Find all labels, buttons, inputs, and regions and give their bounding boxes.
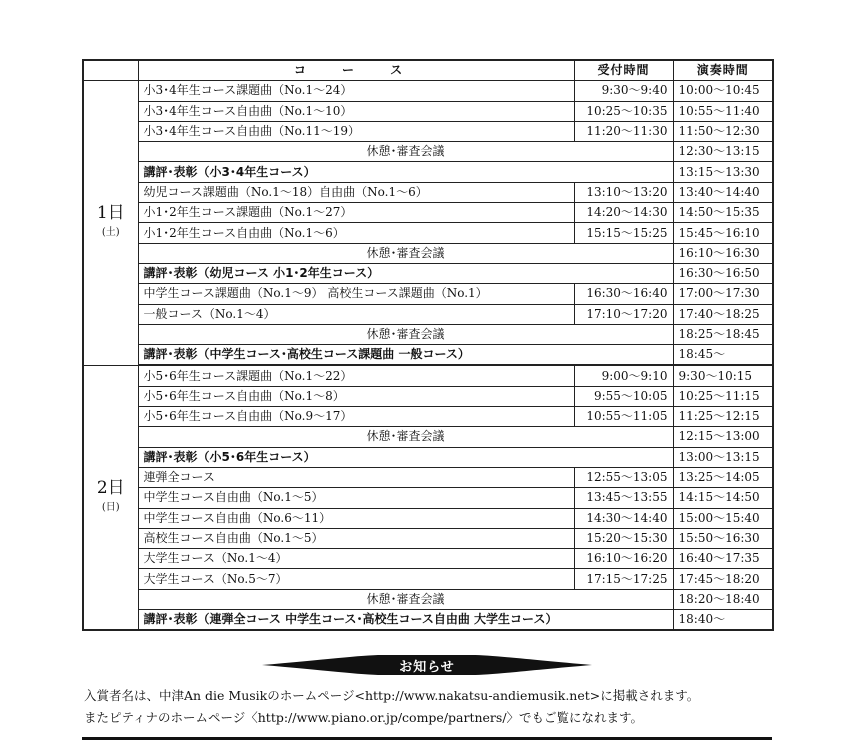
performance-cell: 10:25〜11:15 bbox=[673, 386, 773, 406]
performance-cell: 18:20〜18:40 bbox=[673, 589, 773, 609]
performance-cell: 17:00〜17:30 bbox=[673, 284, 773, 304]
reception-cell: 17:10〜17:20 bbox=[574, 304, 673, 324]
day2-cell bbox=[83, 365, 138, 630]
break-cell: 休憩･審査会議 bbox=[138, 324, 673, 344]
performance-cell: 16:10〜16:30 bbox=[673, 243, 773, 263]
notice-title: お知らせ bbox=[399, 660, 455, 675]
course-cell: 小1･2年生コース課題曲（No.1〜27） bbox=[138, 203, 574, 223]
performance-cell: 13:00〜13:15 bbox=[673, 447, 773, 467]
performance-cell: 13:40〜14:40 bbox=[673, 182, 773, 202]
break-row bbox=[83, 589, 773, 609]
bottom-rule bbox=[82, 737, 772, 740]
course-cell: 小5･6年生コース課題曲（No.1〜22） bbox=[138, 365, 574, 386]
notice-banner bbox=[262, 654, 592, 676]
day1-weekday: (土) bbox=[101, 227, 120, 239]
performance-cell: 18:45〜 bbox=[673, 345, 773, 366]
table-row bbox=[83, 304, 773, 324]
notice-line-1: 入賞者名は、中津An die Musikのホームページ<http://www.nakatsu-andiemusik.net>に掲載されます。 bbox=[84, 688, 700, 703]
day-header bbox=[83, 60, 138, 81]
performance-cell: 15:00〜15:40 bbox=[673, 508, 773, 528]
course-header: コ ー ス bbox=[138, 60, 574, 81]
reception-cell: 14:30〜14:40 bbox=[574, 508, 673, 528]
table-row bbox=[83, 182, 773, 202]
break-cell: 休憩･審査会議 bbox=[138, 427, 673, 447]
award-row bbox=[83, 263, 773, 283]
reception-cell: 13:10〜13:20 bbox=[574, 182, 673, 202]
performance-header: 演奏時間 bbox=[673, 60, 773, 81]
performance-cell: 10:55〜11:40 bbox=[673, 101, 773, 121]
performance-cell: 10:00〜10:45 bbox=[673, 81, 773, 101]
course-cell: 幼児コース課題曲（No.1〜18）自由曲（No.1〜6） bbox=[138, 182, 574, 202]
performance-cell: 18:40〜 bbox=[673, 610, 773, 631]
reception-cell: 16:30〜16:40 bbox=[574, 284, 673, 304]
reception-cell: 15:15〜15:25 bbox=[574, 223, 673, 243]
course-cell: 中学生コース自由曲（No.6〜11） bbox=[138, 508, 574, 528]
break-row bbox=[83, 324, 773, 344]
notice-line-2: またピティナのホームページ〈http://www.piano.or.jp/compe/partners/〉でもご覧になれます。 bbox=[84, 710, 644, 725]
award-row bbox=[83, 447, 773, 467]
performance-cell: 15:50〜16:30 bbox=[673, 528, 773, 548]
award-cell: 講評･表彰（小3･4年生コース） bbox=[138, 162, 673, 182]
course-cell: 大学生コース（No.1〜4） bbox=[138, 549, 574, 569]
table-row bbox=[83, 365, 773, 386]
performance-cell: 13:15〜13:30 bbox=[673, 162, 773, 182]
table-row bbox=[83, 101, 773, 121]
course-cell: 小5･6年生コース自由曲（No.1〜8） bbox=[138, 386, 574, 406]
table-row bbox=[83, 121, 773, 141]
award-row bbox=[83, 162, 773, 182]
table-header-row bbox=[83, 60, 773, 81]
award-row bbox=[83, 610, 773, 631]
break-row bbox=[83, 142, 773, 162]
reception-cell: 12:55〜13:05 bbox=[574, 467, 673, 487]
course-cell: 高校生コース自由曲（No.1〜5） bbox=[138, 528, 574, 548]
course-cell: 連弾全コース bbox=[138, 467, 574, 487]
performance-cell: 16:40〜17:35 bbox=[673, 549, 773, 569]
award-row bbox=[83, 345, 773, 366]
break-cell: 休憩･審査会議 bbox=[138, 243, 673, 263]
day2-label: 2日 bbox=[96, 477, 125, 498]
performance-cell: 13:25〜14:05 bbox=[673, 467, 773, 487]
day2-weekday: (日) bbox=[101, 501, 120, 513]
table-row bbox=[83, 81, 773, 101]
reception-cell: 9:00〜9:10 bbox=[574, 365, 673, 386]
course-cell: 大学生コース（No.5〜7） bbox=[138, 569, 574, 589]
course-cell: 一般コース（No.1〜4） bbox=[138, 304, 574, 324]
reception-header: 受付時間 bbox=[574, 60, 673, 81]
performance-cell: 17:45〜18:20 bbox=[673, 569, 773, 589]
performance-cell: 9:30〜10:15 bbox=[673, 365, 773, 386]
reception-cell: 10:55〜11:05 bbox=[574, 407, 673, 427]
table-row bbox=[83, 569, 773, 589]
table-row bbox=[83, 488, 773, 508]
day1-cell bbox=[83, 81, 138, 366]
course-cell: 小3･4年生コース自由曲（No.1〜10） bbox=[138, 101, 574, 121]
break-row bbox=[83, 243, 773, 263]
performance-cell: 15:45〜16:10 bbox=[673, 223, 773, 243]
reception-cell: 13:45〜13:55 bbox=[574, 488, 673, 508]
course-cell: 小5･6年生コース自由曲（No.9〜17） bbox=[138, 407, 574, 427]
schedule-table bbox=[82, 59, 774, 631]
table-row bbox=[83, 467, 773, 487]
award-cell: 講評･表彰（小5･6年生コース） bbox=[138, 447, 673, 467]
table-row bbox=[83, 223, 773, 243]
course-cell: 小3･4年生コース課題曲（No.1〜24） bbox=[138, 81, 574, 101]
reception-cell: 9:30〜9:40 bbox=[574, 81, 673, 101]
table-row bbox=[83, 528, 773, 548]
table-row bbox=[83, 549, 773, 569]
course-cell: 小1･2年生コース自由曲（No.1〜6） bbox=[138, 223, 574, 243]
table-row bbox=[83, 407, 773, 427]
performance-cell: 12:15〜13:00 bbox=[673, 427, 773, 447]
award-cell: 講評･表彰（幼児コース 小1･2年生コース） bbox=[138, 263, 673, 283]
performance-cell: 18:25〜18:45 bbox=[673, 324, 773, 344]
performance-cell: 11:25〜12:15 bbox=[673, 407, 773, 427]
reception-cell: 9:55〜10:05 bbox=[574, 386, 673, 406]
reception-cell: 10:25〜10:35 bbox=[574, 101, 673, 121]
reception-cell: 11:20〜11:30 bbox=[574, 121, 673, 141]
performance-cell: 16:30〜16:50 bbox=[673, 263, 773, 283]
award-cell: 講評･表彰（中学生コース･高校生コース課題曲 一般コース） bbox=[138, 345, 673, 366]
performance-cell: 17:40〜18:25 bbox=[673, 304, 773, 324]
table-row bbox=[83, 203, 773, 223]
break-cell: 休憩･審査会議 bbox=[138, 589, 673, 609]
award-cell: 講評･表彰（連弾全コース 中学生コース･高校生コース自由曲 大学生コース） bbox=[138, 610, 673, 631]
performance-cell: 11:50〜12:30 bbox=[673, 121, 773, 141]
performance-cell: 14:50〜15:35 bbox=[673, 203, 773, 223]
table-row bbox=[83, 508, 773, 528]
table-row bbox=[83, 284, 773, 304]
course-cell: 中学生コース課題曲（No.1〜9） 高校生コース課題曲（No.1） bbox=[138, 284, 574, 304]
performance-cell: 14:15〜14:50 bbox=[673, 488, 773, 508]
day1-label: 1日 bbox=[96, 203, 125, 224]
performance-cell: 12:30〜13:15 bbox=[673, 142, 773, 162]
reception-cell: 16:10〜16:20 bbox=[574, 549, 673, 569]
break-row bbox=[83, 427, 773, 447]
course-cell: 小3･4年生コース自由曲（No.11〜19） bbox=[138, 121, 574, 141]
reception-cell: 15:20〜15:30 bbox=[574, 528, 673, 548]
break-cell: 休憩･審査会議 bbox=[138, 142, 673, 162]
table-row bbox=[83, 386, 773, 406]
reception-cell: 14:20〜14:30 bbox=[574, 203, 673, 223]
reception-cell: 17:15〜17:25 bbox=[574, 569, 673, 589]
course-cell: 中学生コース自由曲（No.1〜5） bbox=[138, 488, 574, 508]
